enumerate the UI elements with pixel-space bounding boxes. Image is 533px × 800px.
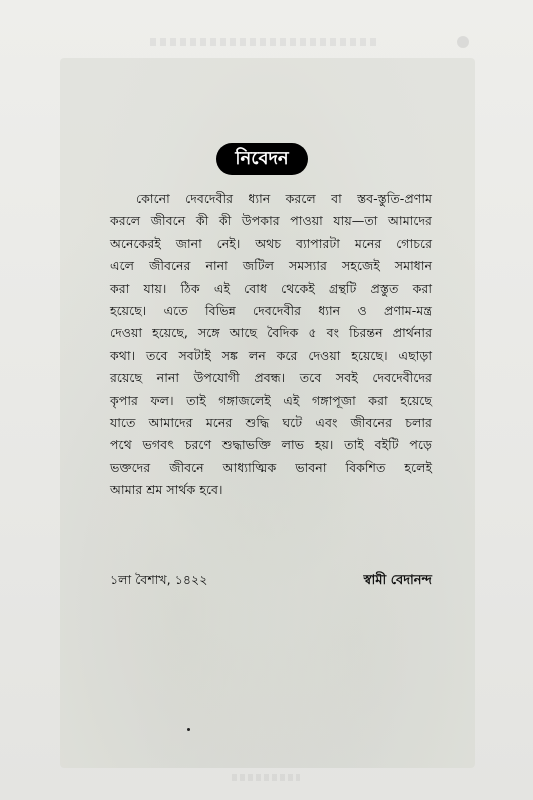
body-line: কোনো দেবদেবীর ধ্যান করলে বা স্তব-স্তুতি-প্রণাম [136, 191, 432, 206]
page-corner-mark [457, 36, 469, 48]
body-line: কথা। তবে সবটাই সঙ্ক লন করে দেওয়া হয়েছে। এছাড়া [110, 347, 432, 363]
body-line: আমার শ্রম সার্থক হবে। [110, 482, 223, 498]
body-line: করলে জীবনে কী কী উপকার পাওয়া যায়—তা আমাদের [110, 213, 432, 229]
body-line: এলে জীবনের নানা জটিল সমস্যার সহজেই সমাধান [110, 258, 432, 274]
body-line: কৃপার ফল। তাই গঙ্গাজলেই এই গঙ্গাপূজা করা হয়েছে [110, 392, 432, 408]
author-signature: স্বামী বেদানন্দ [363, 573, 432, 588]
body-line: ভক্তদের জীবনে আধ্যাত্মিক ভাবনা বিকশিত হলেই [110, 459, 432, 475]
page-title: নিবেদন [216, 143, 308, 175]
body-line: করা যায়। ঠিক এই বোধ থেকেই গ্রন্থটি প্রস্তুত করা [110, 280, 432, 296]
preface-body [110, 188, 432, 501]
body-line: হয়েছে। এতে বিভিন্ন দেবদেবীর ধ্যান ও প্রণাম-মন্ত্র [110, 302, 432, 318]
body-line: পথে ভগবৎ চরণে শুদ্ধাভক্তি লাভ হয়। তাই বইটি পড়ে [110, 437, 432, 453]
ink-speck [187, 728, 190, 731]
bleed-through-header [150, 38, 380, 46]
body-line: দেওয়া হয়েছে, সঙ্গে আছে বৈদিক ৫ বং চিরন্তন প্রার্থনার [110, 325, 432, 341]
bleed-through-footer [232, 774, 300, 781]
body-line: রয়েছে নানা উপযোগী প্রবন্ধ। তবে সবই দেবদেবীদের [110, 370, 432, 386]
preface-date: ১লা বৈশাখ, ১৪২২ [110, 572, 208, 587]
body-line: যাতে আমাদের মনের শুদ্ধি ঘটে এবং জীবনের চলার [110, 414, 432, 430]
body-line: অনেকেরই জানা নেই। অথচ ব্যাপারটা মনের গোচরে [110, 235, 432, 251]
